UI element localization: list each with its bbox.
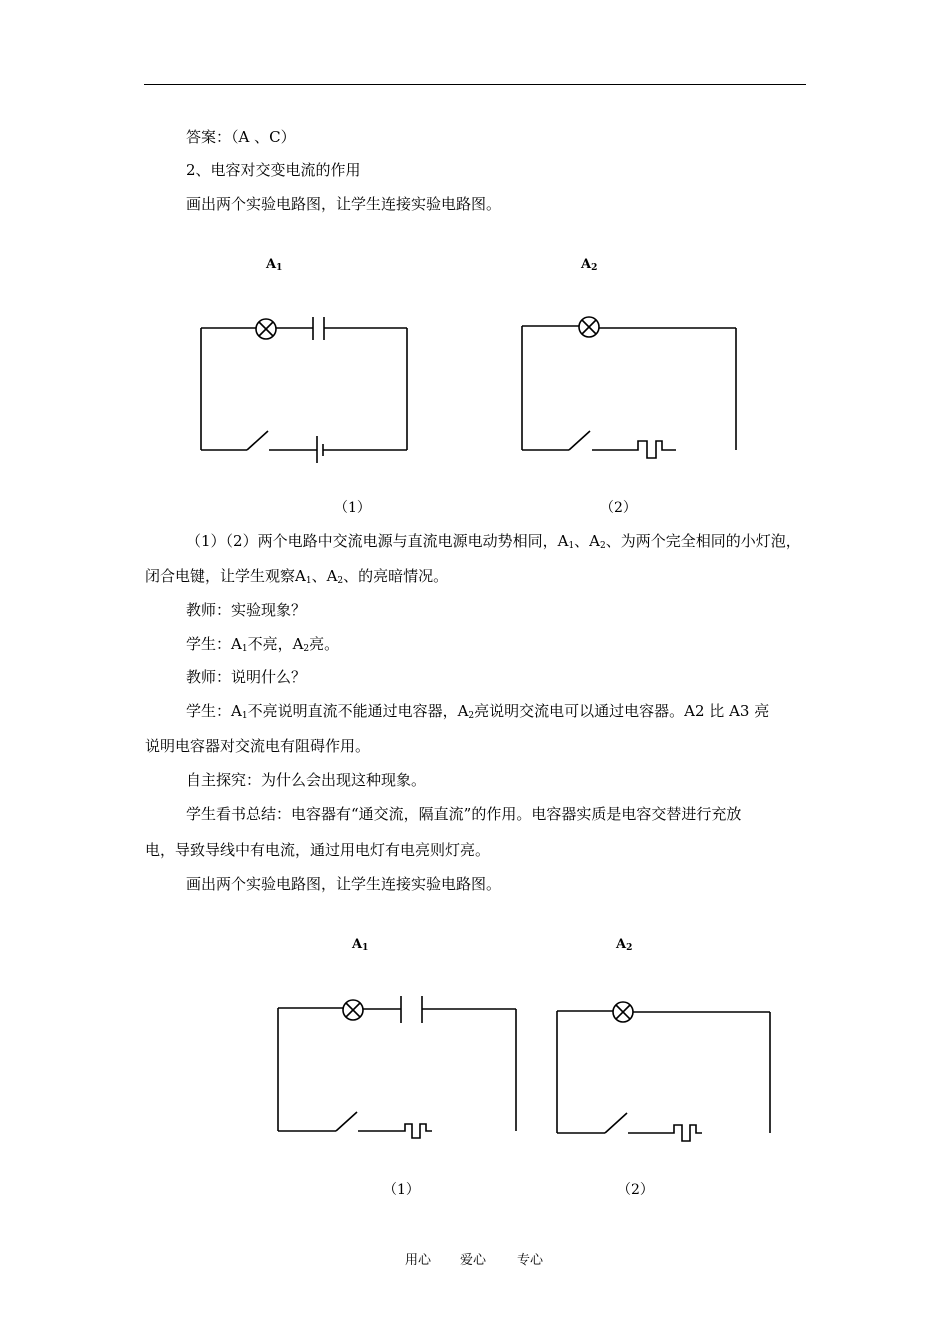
section-title: 2、电容对交变电流的作用 (186, 161, 361, 179)
fig1-caption-1: （1） (334, 500, 371, 516)
answer-line: 答案：（A 、C） (186, 128, 296, 146)
ac-source-icon (668, 1125, 702, 1141)
fig2-caption-1: （1） (383, 1182, 420, 1198)
footer-word-1: 用心 (405, 1253, 432, 1268)
desc-line-2: 闭合电键，让学生观察$A_1$、$A_2$、的亮暗情况。 (145, 567, 449, 586)
fig2-label-a1: $A_1$ (352, 937, 369, 953)
fig1-caption-2: （2） (600, 500, 637, 516)
student-answer-2-cont: 说明电容器对交流电有阻碍作用。 (145, 737, 371, 755)
fig2-label-a2: $A_2$ (616, 937, 633, 953)
fig2-caption-2: （2） (617, 1182, 654, 1198)
self-explore: 自主探究：为什么会出现这种现象。 (186, 771, 427, 789)
instruction-1: 画出两个实验电路图，让学生连接实验电路图。 (186, 195, 502, 213)
fig1-label-a1: $A_1$ (266, 257, 283, 273)
summary-line-1: 学生看书总结：电容器有“通交流，隔直流”的作用。电容器实质是电容交替进行充放 (186, 805, 742, 823)
student-answer-1: 学生：$A_1$不亮，$A_2$亮。 (186, 635, 340, 654)
switch-icon (605, 1113, 627, 1133)
teacher-question-1: 教师：实验现象？ (186, 601, 307, 619)
teacher-question-2: 教师：说明什么？ (186, 668, 307, 686)
student-answer-2: 学生：$A_1$不亮说明直流不能通过电容器，$A_2$亮说明交流电可以通过电容器。A2 比 A3 亮 (186, 702, 770, 721)
instruction-2: 画出两个实验电路图，让学生连接实验电路图。 (186, 875, 502, 893)
footer-word-2: 爱心 (460, 1253, 487, 1268)
footer-word-3: 专心 (517, 1253, 544, 1268)
fig1-label-a2: $A_2$ (581, 257, 598, 273)
summary-line-2: 电，导致导线中有电流，通过用电灯有电亮则灯亮。 (145, 841, 491, 859)
desc-line-1: （1）（2）两个电路中交流电源与直流电源电动势相同，$A_1$、$A_2$、为两个完全相同的小灯泡， (186, 532, 801, 551)
